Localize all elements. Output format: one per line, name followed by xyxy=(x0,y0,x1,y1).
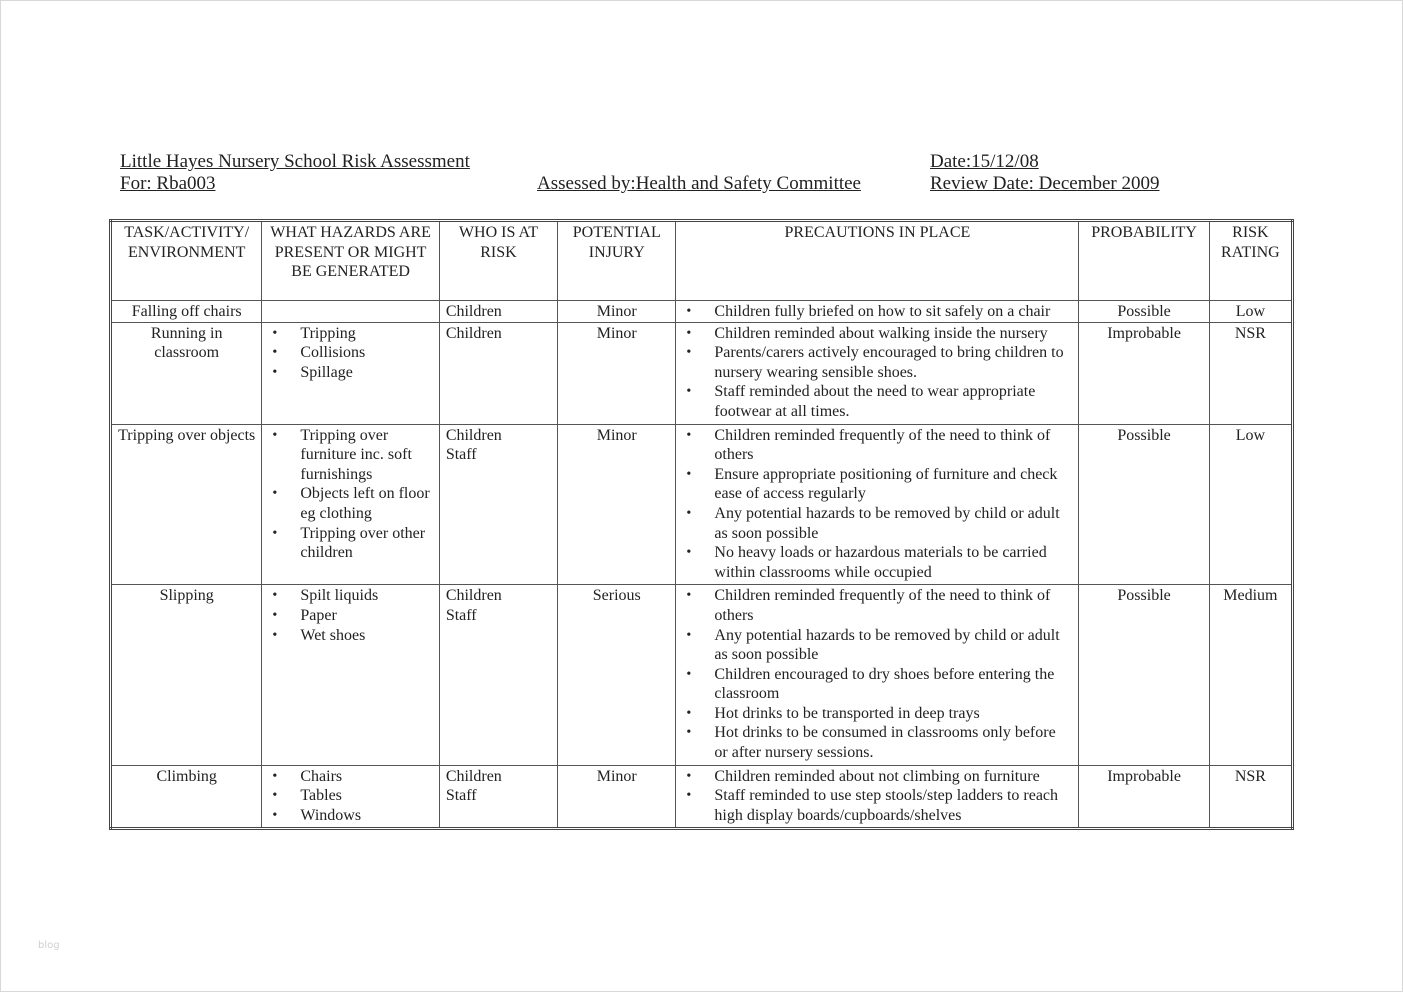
table-row xyxy=(111,301,1293,323)
list-item: • Spilt liquids xyxy=(268,586,432,606)
list-item: • Wet shoes xyxy=(268,626,432,646)
list-item: • Any potential hazards to be removed by child or adult as soon possible xyxy=(682,504,1072,543)
column-header-hazards: WHAT HAZARDS ARE PRESENT OR MIGHT BE GENERATED xyxy=(262,221,439,301)
column-header-probability: PROBABILITY xyxy=(1079,221,1209,301)
task-cell: Falling off chairs xyxy=(111,301,262,323)
table-row xyxy=(111,585,1293,765)
task-cell: Running in classroom xyxy=(111,322,262,424)
hazards-cell xyxy=(262,424,439,585)
table-row xyxy=(111,424,1293,585)
precautions-cell xyxy=(676,585,1079,765)
precautions-cell xyxy=(676,424,1079,585)
hazards-cell xyxy=(262,765,439,829)
precautions-cell xyxy=(676,322,1079,424)
hazards-cell xyxy=(262,585,439,765)
probability-cell: Improbable xyxy=(1079,322,1209,424)
list-item: • Children reminded frequently of the need to think of others xyxy=(682,426,1072,465)
list-item: • Children reminded about not climbing on furniture xyxy=(682,767,1072,787)
risk-rating-cell: Low xyxy=(1209,424,1292,585)
column-header-task: TASK/ACTIVITY/ ENVIRONMENT xyxy=(111,221,262,301)
precautions-cell xyxy=(676,301,1079,323)
list-item: • Windows xyxy=(268,806,432,826)
precautions-cell xyxy=(676,765,1079,829)
list-item: • Staff reminded about the need to wear appropriate footwear at all times. xyxy=(682,382,1072,421)
who-cell: Children xyxy=(439,322,557,424)
list-item: • Hot drinks to be transported in deep trays xyxy=(682,704,1072,724)
risk-rating-cell: Low xyxy=(1209,301,1292,323)
risk-rating-cell: NSR xyxy=(1209,765,1292,829)
who-cell: Children Staff xyxy=(439,424,557,585)
probability-cell: Possible xyxy=(1079,585,1209,765)
list-item: • Hot drinks to be consumed in classrooms only before or after nursery sessions. xyxy=(682,723,1072,762)
column-header-precautions: PRECAUTIONS IN PLACE xyxy=(676,221,1079,301)
reference-code: For: Rba003 xyxy=(120,173,216,194)
injury-cell: Serious xyxy=(558,585,676,765)
table-row xyxy=(111,765,1293,829)
task-cell: Tripping over objects xyxy=(111,424,262,585)
list-item: • Staff reminded to use step stools/step ladders to reach high display boards/cupboards/shelves xyxy=(682,786,1072,825)
task-cell: Climbing xyxy=(111,765,262,829)
hazards-cell xyxy=(262,301,439,323)
who-cell: Children xyxy=(439,301,557,323)
probability-cell: Improbable xyxy=(1079,765,1209,829)
list-item: • Collisions xyxy=(268,343,432,363)
list-item: • Tripping over furniture inc. soft furnishings xyxy=(268,426,432,485)
list-item: • Any potential hazards to be removed by child or adult as soon possible xyxy=(682,626,1072,665)
list-item: • Paper xyxy=(268,606,432,626)
probability-cell: Possible xyxy=(1079,301,1209,323)
table-header-row xyxy=(111,221,1293,301)
list-item: • Children fully briefed on how to sit safely on a chair xyxy=(682,302,1072,322)
column-header-risk-rating: RISK RATING xyxy=(1209,221,1292,301)
list-item: • Tables xyxy=(268,786,432,806)
hazards-cell xyxy=(262,322,439,424)
who-cell: Children Staff xyxy=(439,765,557,829)
list-item: • No heavy loads or hazardous materials to be carried within classrooms while occupied xyxy=(682,543,1072,582)
risk-rating-cell: Medium xyxy=(1209,585,1292,765)
risk-assessment-table xyxy=(109,219,1294,830)
task-cell: Slipping xyxy=(111,585,262,765)
document-title: Little Hayes Nursery School Risk Assessment xyxy=(120,151,470,172)
list-item: • Children reminded about walking inside the nursery xyxy=(682,324,1072,344)
assessed-by: Assessed by:Health and Safety Committee xyxy=(537,173,861,194)
list-item: • Children reminded frequently of the need to think of others xyxy=(682,586,1072,625)
assessment-date: Date:15/12/08 xyxy=(930,151,1039,172)
list-item: • Parents/carers actively encouraged to bring children to nursery wearing sensible shoes. xyxy=(682,343,1072,382)
list-item: • Objects left on floor eg clothing xyxy=(268,484,432,523)
injury-cell: Minor xyxy=(558,424,676,585)
review-date: Review Date: December 2009 xyxy=(930,173,1160,194)
injury-cell: Minor xyxy=(558,765,676,829)
list-item: • Spillage xyxy=(268,363,432,383)
risk-rating-cell: NSR xyxy=(1209,322,1292,424)
list-item: • Children encouraged to dry shoes before entering the classroom xyxy=(682,665,1072,704)
injury-cell: Minor xyxy=(558,301,676,323)
watermark: blog xyxy=(38,940,60,951)
list-item: • Tripping over other children xyxy=(268,524,432,563)
list-item: • Ensure appropriate positioning of furniture and check ease of access regularly xyxy=(682,465,1072,504)
injury-cell: Minor xyxy=(558,322,676,424)
who-cell: Children Staff xyxy=(439,585,557,765)
list-item: • Chairs xyxy=(268,767,432,787)
column-header-who: WHO IS AT RISK xyxy=(439,221,557,301)
table-row xyxy=(111,322,1293,424)
probability-cell: Possible xyxy=(1079,424,1209,585)
column-header-injury: POTENTIAL INJURY xyxy=(558,221,676,301)
list-item: • Tripping xyxy=(268,324,432,344)
